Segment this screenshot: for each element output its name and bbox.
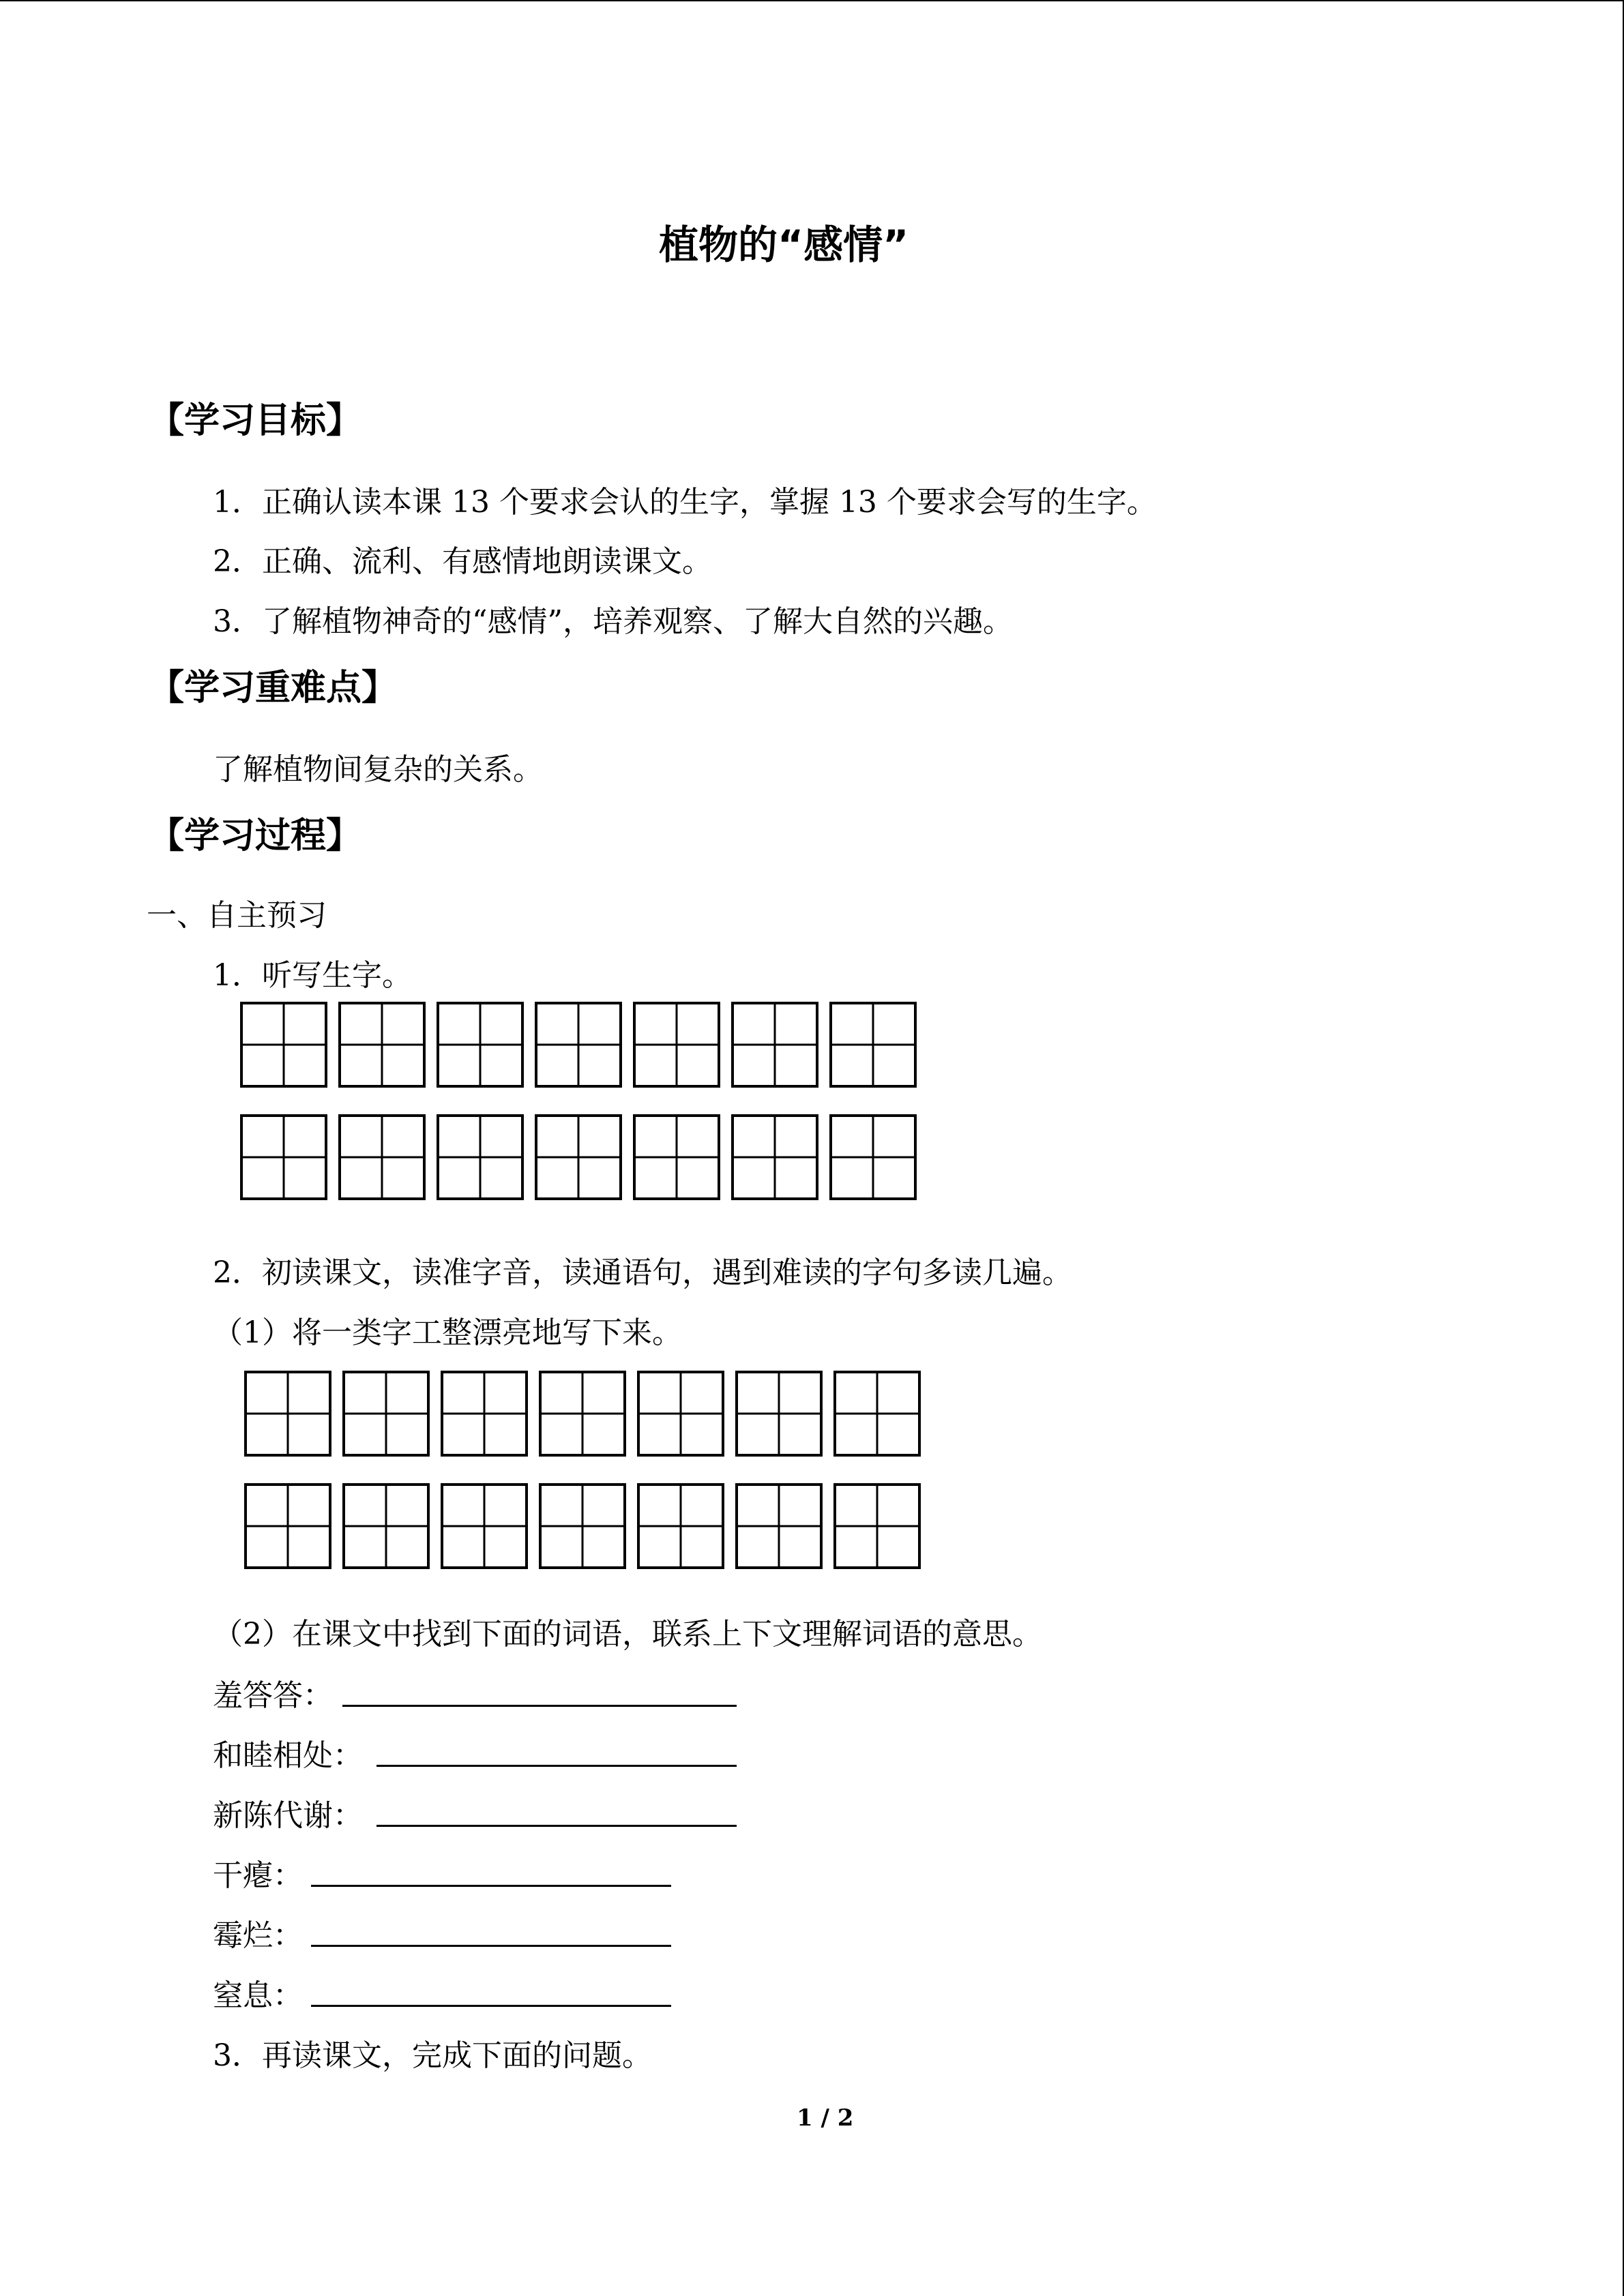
goal-item-3: 3．了解植物神奇的“感情”，培养观察、了解大自然的兴趣。 (213, 604, 1013, 639)
vocab-answer-line-5[interactable] (311, 1945, 671, 1947)
writing-box[interactable] (633, 1002, 720, 1088)
vocab-answer-line-1[interactable] (342, 1705, 737, 1707)
page-title: 植物的“感情” (659, 222, 909, 268)
writing-box[interactable] (338, 1114, 426, 1200)
writing-box[interactable] (829, 1114, 917, 1200)
writing-box[interactable] (240, 1114, 327, 1200)
writing-box[interactable] (244, 1483, 331, 1569)
key-points-text: 了解植物间复杂的关系。 (213, 752, 543, 787)
writing-box[interactable] (637, 1483, 724, 1569)
writing-box[interactable] (535, 1002, 622, 1088)
vocab-answer-line-2[interactable] (377, 1765, 737, 1767)
writing-box[interactable] (342, 1371, 430, 1457)
vocab-answer-line-4[interactable] (311, 1885, 671, 1887)
vocab-label-6: 窒息： (213, 1978, 303, 2013)
writing-box[interactable] (441, 1483, 528, 1569)
vocab-answer-line-3[interactable] (377, 1825, 737, 1827)
goal-item-2: 2．正确、流利、有感情地朗读课文。 (213, 544, 712, 579)
writing-box[interactable] (342, 1483, 430, 1569)
dictation-grid-row-1 (240, 1002, 928, 1088)
writing-box[interactable] (833, 1371, 921, 1457)
first-reading-instruction: 2．初读课文，读准字音，读通语句，遇到难读的字句多读几遍。 (213, 1255, 1072, 1290)
writing-box[interactable] (338, 1002, 426, 1088)
copy-grid-row-1 (244, 1371, 932, 1457)
page-number: 1 / 2 (797, 2104, 854, 2132)
writing-box[interactable] (244, 1371, 331, 1457)
part1-title: 一、自主预习 (147, 898, 327, 933)
dictation-instruction: 1．听写生字。 (213, 958, 412, 993)
writing-box[interactable] (441, 1371, 528, 1457)
writing-box[interactable] (731, 1114, 818, 1200)
writing-box[interactable] (539, 1483, 626, 1569)
writing-box[interactable] (735, 1483, 823, 1569)
writing-box[interactable] (240, 1002, 327, 1088)
writing-box[interactable] (833, 1483, 921, 1569)
vocab-label-4: 干瘪： (213, 1858, 303, 1893)
copy-grid-row-2 (244, 1483, 932, 1569)
writing-box[interactable] (535, 1114, 622, 1200)
vocab-label-3: 新陈代谢： (213, 1798, 363, 1833)
vocab-label-1: 羞答答： (213, 1678, 333, 1713)
vocab-label-2: 和睦相处： (213, 1738, 363, 1773)
writing-box[interactable] (633, 1114, 720, 1200)
reread-instruction: 3．再读课文，完成下面的问题。 (213, 2038, 652, 2073)
writing-box[interactable] (735, 1371, 823, 1457)
goals-heading: 【学习目标】 (149, 400, 362, 441)
writing-box[interactable] (637, 1371, 724, 1457)
dictation-grid-row-2 (240, 1114, 928, 1200)
writing-box[interactable] (539, 1371, 626, 1457)
writing-box[interactable] (437, 1114, 524, 1200)
process-heading: 【学习过程】 (149, 816, 362, 856)
key-points-heading: 【学习重难点】 (149, 668, 398, 709)
goal-item-1: 1．正确认读本课 13 个要求会认的生字，掌握 13 个要求会写的生字。 (213, 485, 1157, 520)
vocab-answer-line-6[interactable] (311, 2005, 671, 2007)
writing-box[interactable] (437, 1002, 524, 1088)
writing-box[interactable] (829, 1002, 917, 1088)
vocab-label-5: 霉烂： (213, 1918, 303, 1953)
vocab-instruction: （2）在课文中找到下面的词语，联系上下文理解词语的意思。 (213, 1617, 1042, 1652)
page-top-border (0, 0, 1624, 1)
copy-characters-instruction: （1）将一类字工整漂亮地写下来。 (213, 1315, 682, 1350)
writing-box[interactable] (731, 1002, 818, 1088)
